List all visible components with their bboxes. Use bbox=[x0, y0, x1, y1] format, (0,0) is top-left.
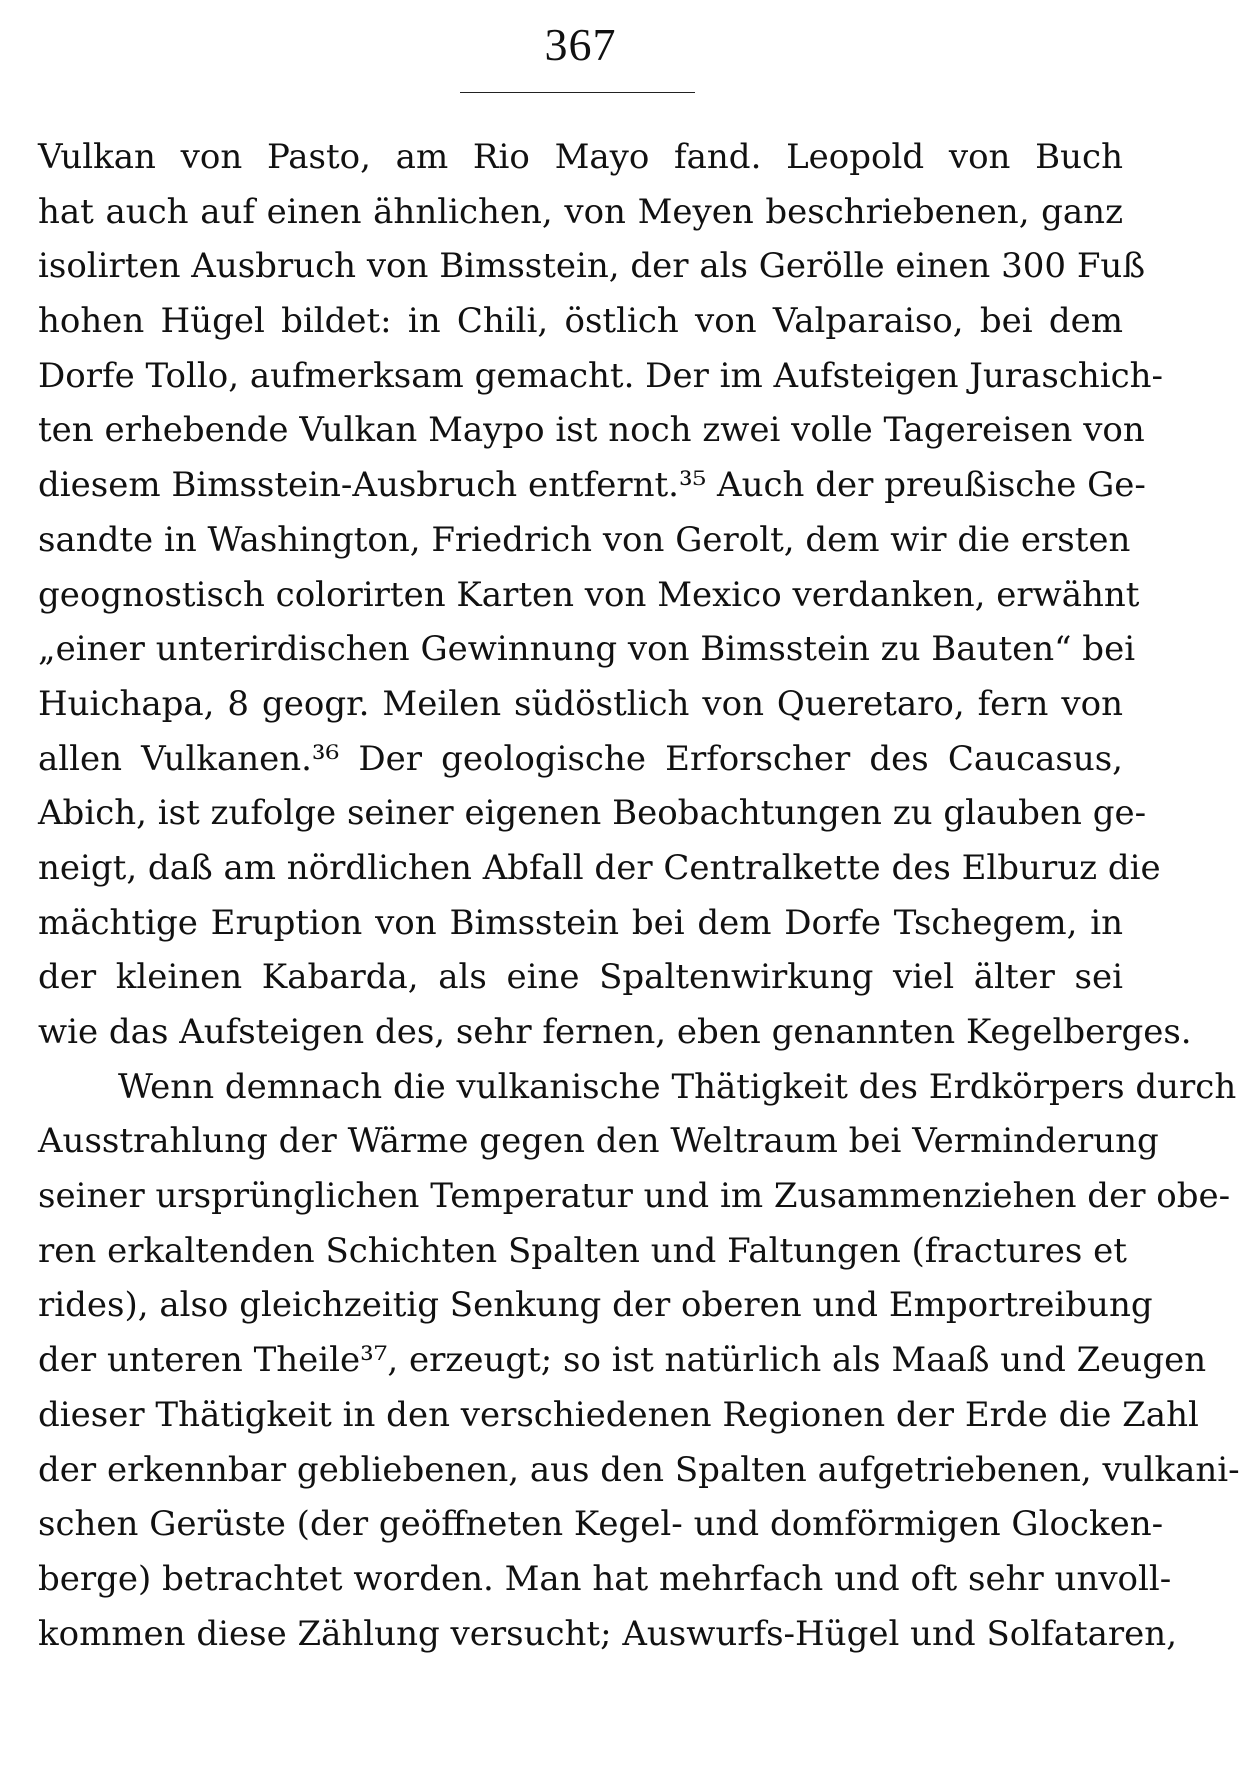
text-line: „einer unterirdischen Gewinnung von Bimsstein zu Bauten“ bei bbox=[38, 629, 1136, 670]
text-line: Ausstrahlung der Wärme gegen den Weltraum bei Verminderung bbox=[38, 1121, 1159, 1162]
text-line: kommen diese Zählung versucht; Auswurfs-Hügel und Solfataren, bbox=[38, 1613, 1177, 1654]
text-line: diesem Bimsstein-Ausbruch entfernt.³⁵ Auch der preußische Ge- bbox=[38, 465, 1146, 506]
text-line: wie das Aufsteigen des, sehr fernen, eben genannten Kegelberges. bbox=[38, 1012, 1192, 1052]
text-line: der erkennbar gebliebenen, aus den Spalten aufgetriebenen, vulkani- bbox=[38, 1449, 1240, 1490]
text-line: neigt, daß am nördlichen Abfall der Centralkette des Elburuz die bbox=[38, 847, 1161, 888]
text-line: schen Gerüste (der geöffneten Kegel- und domförmigen Glocken- bbox=[38, 1504, 1164, 1545]
text-line: Abich, ist zufolge seiner eigenen Beobachtungen zu glauben ge- bbox=[38, 793, 1147, 834]
text-line: ren erkaltenden Schichten Spalten und Faltungen (fractures et bbox=[38, 1230, 1127, 1271]
text-line: isolirten Ausbruch von Bimsstein, der als Gerölle einen 300 Fuß bbox=[38, 246, 1146, 287]
text-line: Huichapa, 8 geogr. Meilen südöstlich von Queretaro, fern von bbox=[38, 683, 1123, 724]
text-line: sandte in Washington, Friedrich von Gerolt, dem wir die ersten bbox=[38, 519, 1131, 560]
text-line: geognostisch colorirten Karten von Mexico verdanken, erwähnt bbox=[38, 574, 1140, 615]
text-line: allen Vulkanen.³⁶ Der geologische Erforscher des Caucasus, bbox=[38, 738, 1123, 779]
text-line: hat auch auf einen ähnlichen, von Meyen beschriebenen, ganz bbox=[38, 191, 1123, 232]
text-line: ten erhebende Vulkan Maypo ist noch zwei volle Tagereisen von bbox=[38, 410, 1145, 451]
text-line: Wenn demnach die vulkanische Thätigkeit des Erdkörpers durch bbox=[118, 1066, 1237, 1107]
text-line: dieser Thätigkeit in den verschiedenen Regionen der Erde die Zahl bbox=[38, 1394, 1199, 1435]
body-text bbox=[38, 130, 1240, 1661]
text-line: hohen Hügel bildet: in Chili, östlich von Valparaiso, bei dem bbox=[38, 301, 1123, 342]
text-line: berge) betrachtet worden. Man hat mehrfach und oft sehr unvoll- bbox=[38, 1558, 1172, 1599]
text-line: Dorfe Tollo, aufmerksam gemacht. Der im Aufsteigen Juraschich- bbox=[38, 355, 1164, 396]
text-line: rides), also gleichzeitig Senkung der oberen und Emportreibung bbox=[38, 1285, 1153, 1326]
text-line: der kleinen Kabarda, als eine Spaltenwirkung viel älter sei bbox=[38, 957, 1123, 998]
text-line: der unteren Theile³⁷, erzeugt; so ist natürlich als Maaß und Zeugen bbox=[38, 1340, 1207, 1381]
text-line: seiner ursprünglichen Temperatur und im Zusammenziehen der obe- bbox=[38, 1176, 1231, 1217]
header-rule bbox=[460, 92, 695, 93]
text-line: Vulkan von Pasto, am Rio Mayo fand. Leopold von Buch bbox=[38, 137, 1123, 177]
text-line: mächtige Eruption von Bimsstein bei dem Dorfe Tschegem, in bbox=[38, 902, 1123, 943]
page-number: 367 bbox=[544, 19, 617, 70]
